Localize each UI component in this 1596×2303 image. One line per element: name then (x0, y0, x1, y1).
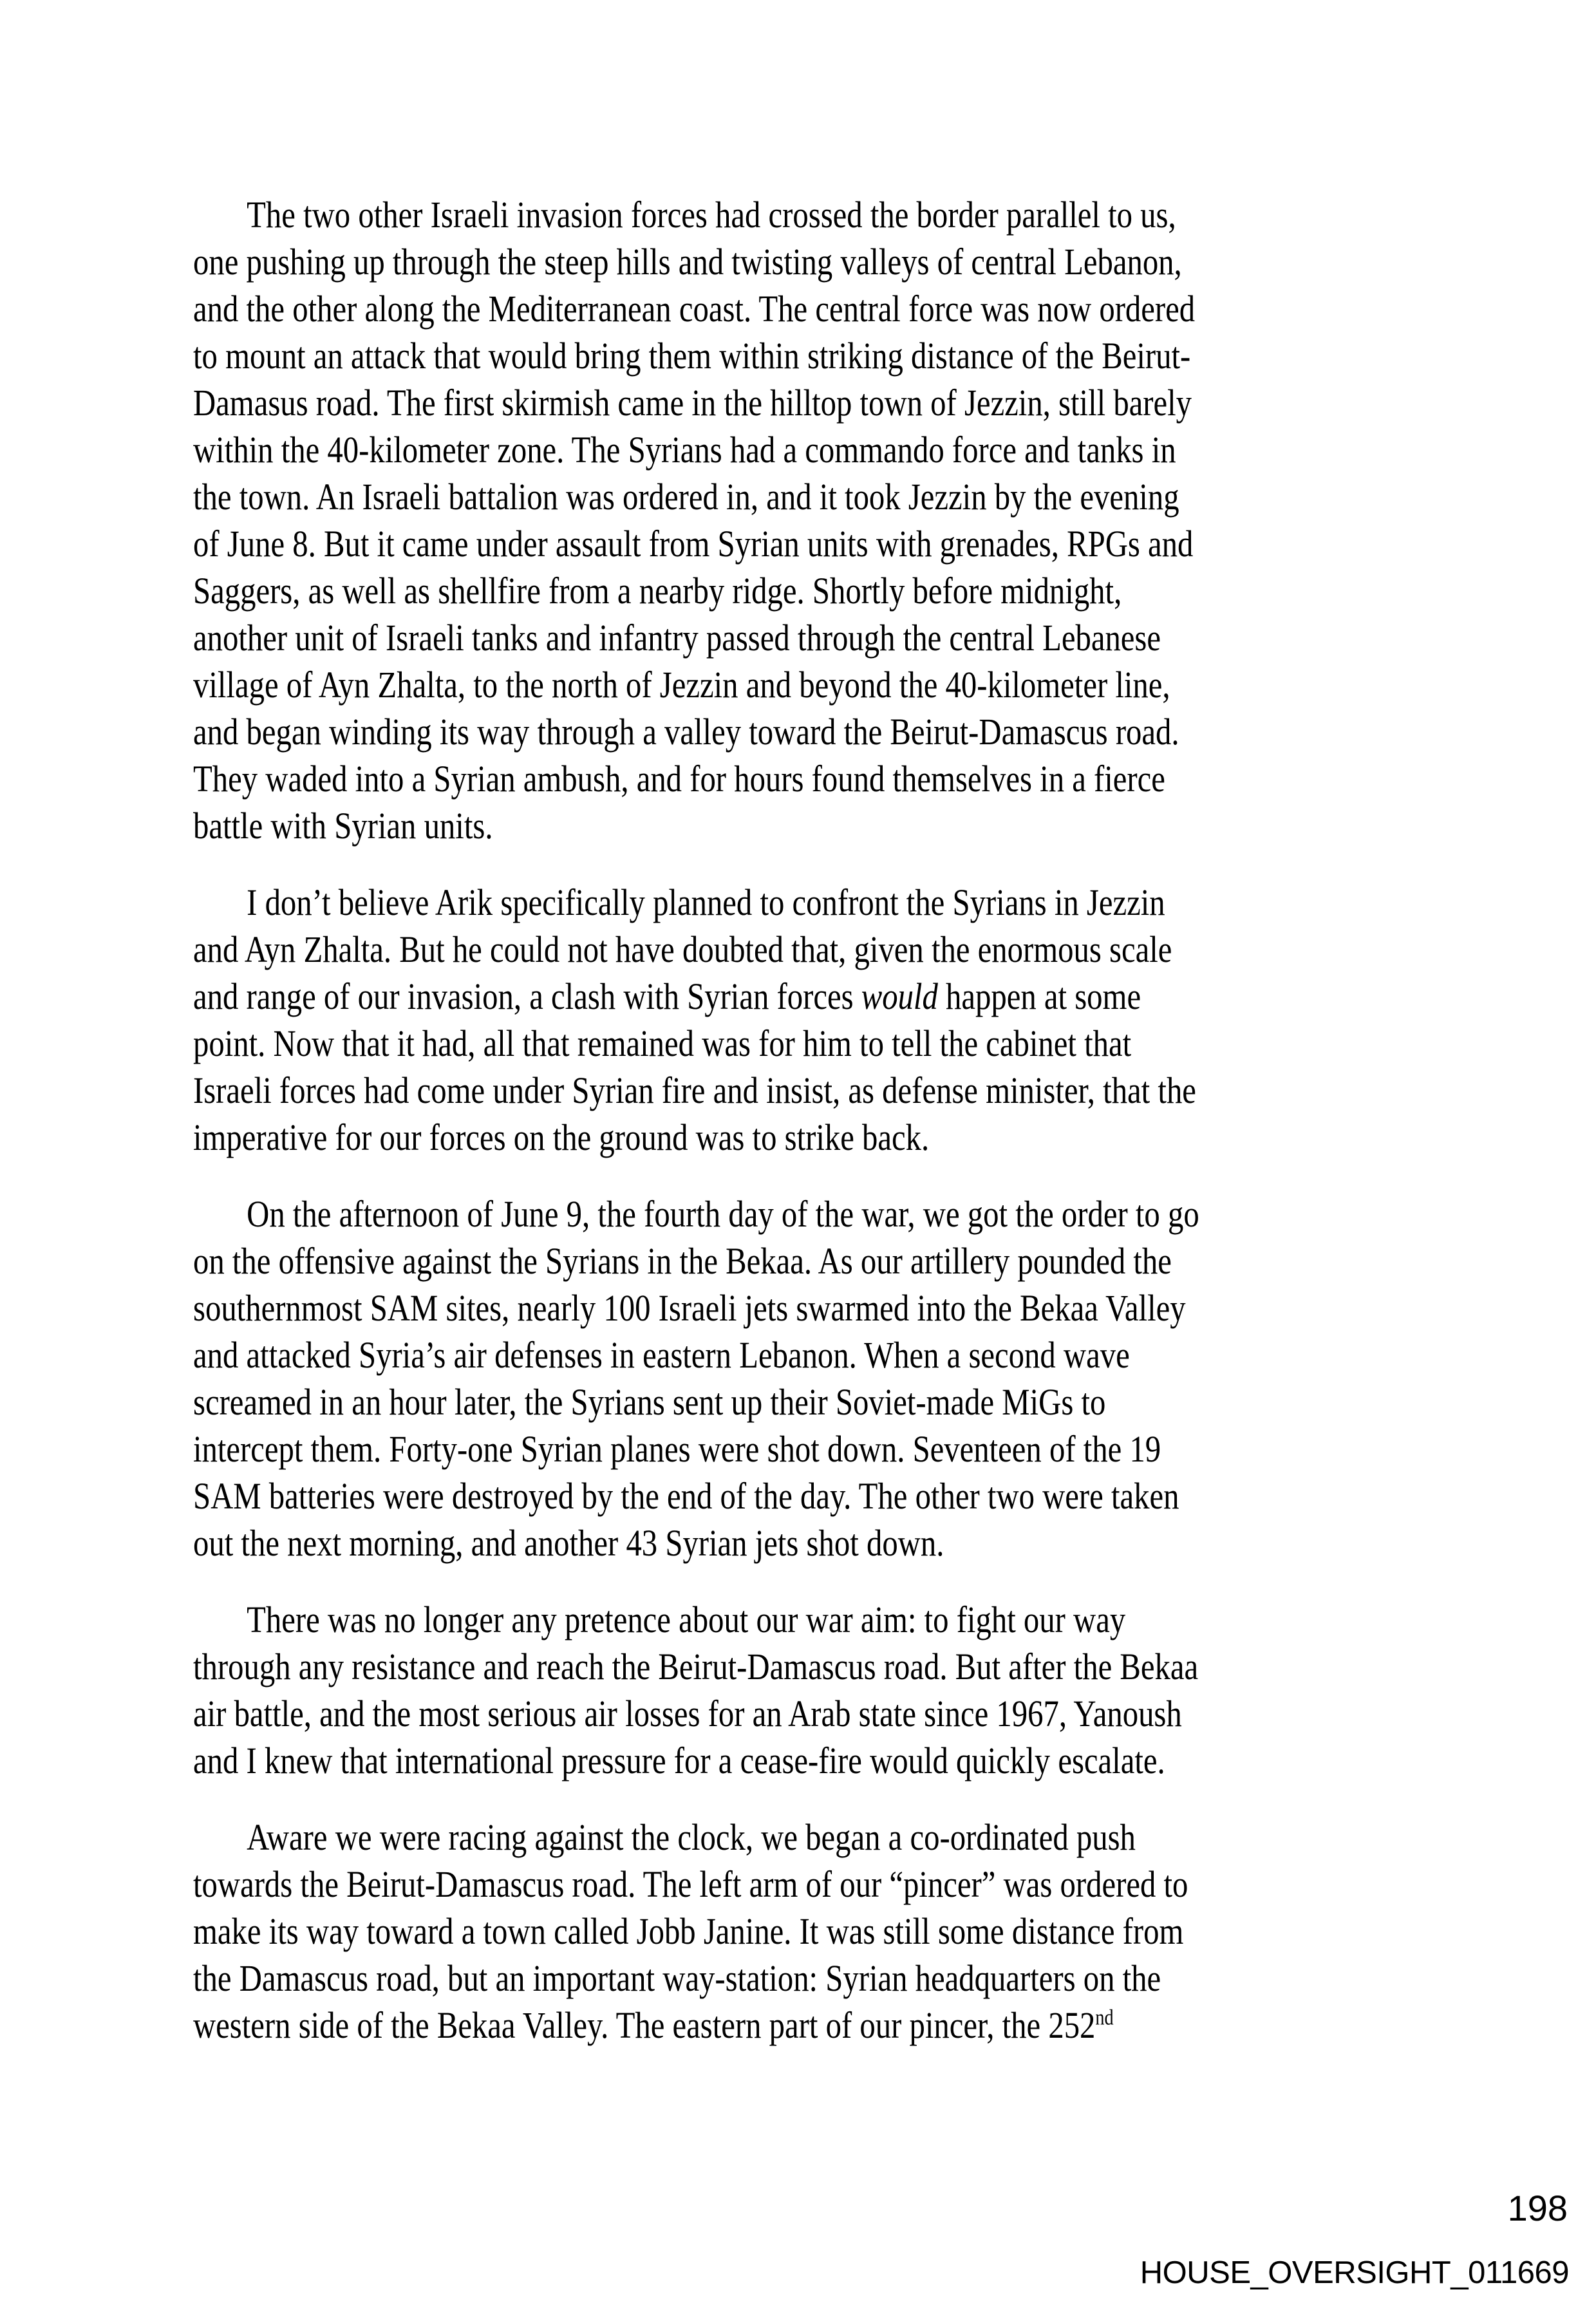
text-line (193, 1020, 1416, 1067)
text-line (193, 1596, 1416, 1643)
text-segment: and I knew that international pressure for a cease-fire would quickly escalate. (193, 1740, 1165, 1781)
text-segment: the town. An Israeli battalion was ordered in, and it took Jezzin by the evening (193, 476, 1179, 518)
text-line (193, 1643, 1416, 1690)
text-segment: air battle, and the most serious air losses for an Arab state since 1967, Yanoush (193, 1693, 1182, 1734)
text-line (193, 661, 1416, 708)
text-line (193, 1814, 1416, 1861)
text-line (193, 238, 1416, 285)
text-segment: intercept them. Forty-one Syrian planes were shot down. Seventeen of the 19 (193, 1428, 1161, 1470)
text-line (193, 1737, 1416, 1784)
text-segment: village of Ayn Zhalta, to the north of Jezzin and beyond the 40-kilometer line, (193, 664, 1170, 706)
text-segment: make its way toward a town called Jobb Janine. It was still some distance from (193, 1910, 1184, 1952)
text-segment: Damasus road. The first skirmish came in the hilltop town of Jezzin, still barely (193, 382, 1192, 424)
text-segment: on the offensive against the Syrians in the Bekaa. As our artillery pounded the (193, 1240, 1172, 1282)
text-line (193, 191, 1416, 238)
text-line (193, 708, 1416, 755)
page-number: 198 (1507, 2188, 1568, 2228)
paragraph (193, 1596, 1416, 1784)
text-line (193, 285, 1416, 332)
text-segment: imperative for our forces on the ground was to strike back. (193, 1116, 930, 1158)
text-line (193, 567, 1416, 614)
document-body (193, 191, 1416, 2049)
paragraph (193, 1190, 1416, 1566)
bates-stamp: HOUSE_OVERSIGHT_011669 (1140, 2255, 1569, 2290)
text-segment: would (861, 975, 938, 1017)
ordinal-superscript: nd (1095, 2006, 1114, 2030)
text-line (193, 2002, 1416, 2049)
text-line (193, 1519, 1416, 1566)
text-segment: SAM batteries were destroyed by the end of the day. The other two were taken (193, 1475, 1179, 1517)
text-segment: Saggers, as well as shellfire from a nearby ridge. Shortly before midnight, (193, 570, 1122, 612)
text-segment: Aware we were racing against the clock, we began a co-ordinated push (247, 1816, 1136, 1858)
text-segment: I don’t believe Arik specifically planned to confront the Syrians in Jezzin (247, 881, 1165, 923)
text-line (193, 1690, 1416, 1737)
text-line (193, 1425, 1416, 1472)
text-segment: and Ayn Zhalta. But he could not have doubted that, given the enormous scale (193, 928, 1172, 970)
text-segment: the Damascus road, but an important way-station: Syrian headquarters on the (193, 1957, 1161, 1999)
text-line (193, 1067, 1416, 1114)
text-line (193, 1190, 1416, 1237)
text-segment: There was no longer any pretence about our war aim: to fight our way (247, 1599, 1126, 1640)
text-line (193, 1908, 1416, 1955)
text-segment: one pushing up through the steep hills and twisting valleys of central Lebanon, (193, 241, 1182, 283)
text-line (193, 879, 1416, 926)
text-segment: screamed in an hour later, the Syrians sent up their Soviet-made MiGs to (193, 1381, 1106, 1423)
text-line (193, 1114, 1416, 1161)
text-segment: to mount an attack that would bring them within striking distance of the Beirut- (193, 335, 1191, 377)
text-segment: towards the Beirut-Damascus road. The left arm of our “pincer” was ordered to (193, 1863, 1188, 1905)
text-segment: Israeli forces had come under Syrian fire and insist, as defense minister, that the (193, 1069, 1196, 1111)
paragraph (193, 191, 1416, 849)
text-line (193, 332, 1416, 379)
text-segment: and the other along the Mediterranean coast. The central force was now ordered (193, 288, 1196, 330)
text-line (193, 1284, 1416, 1331)
text-segment: southernmost SAM sites, nearly 100 Israeli jets swarmed into the Bekaa Valley (193, 1287, 1186, 1329)
text-line (193, 926, 1416, 973)
paragraph (193, 1814, 1416, 2049)
text-line (193, 1331, 1416, 1378)
text-segment: and range of our invasion, a clash with Syrian forces (193, 975, 861, 1017)
text-line (193, 379, 1416, 426)
text-segment: happen at some (937, 975, 1141, 1017)
text-segment: within the 40-kilometer zone. The Syrians had a commando force and tanks in (193, 429, 1176, 471)
text-line (193, 802, 1416, 849)
paragraph (193, 879, 1416, 1161)
text-segment: through any resistance and reach the Beirut-Damascus road. But after the Bekaa (193, 1646, 1199, 1687)
text-segment: point. Now that it had, all that remained was for him to tell the cabinet that (193, 1022, 1132, 1064)
text-segment: of June 8. But it came under assault from Syrian units with grenades, RPGs and (193, 523, 1194, 565)
text-segment: On the afternoon of June 9, the fourth day of the war, we got the order to go (247, 1193, 1199, 1235)
text-segment: battle with Syrian units. (193, 805, 493, 847)
text-segment: western side of the Bekaa Valley. The eastern part of our pincer, the 252 (193, 2004, 1096, 2046)
text-segment: The two other Israeli invasion forces had crossed the border parallel to us, (247, 194, 1176, 236)
text-line (193, 1955, 1416, 2002)
text-line (193, 1472, 1416, 1519)
text-segment: out the next morning, and another 43 Syrian jets shot down. (193, 1522, 944, 1564)
text-line (193, 614, 1416, 661)
text-line (193, 1378, 1416, 1425)
text-line (193, 755, 1416, 802)
text-line (193, 1237, 1416, 1284)
text-segment: and began winding its way through a valley toward the Beirut-Damascus road. (193, 711, 1179, 753)
text-segment: another unit of Israeli tanks and infantry passed through the central Lebanese (193, 617, 1161, 659)
text-line (193, 1861, 1416, 1908)
text-segment: They waded into a Syrian ambush, and for hours found themselves in a fierce (193, 758, 1165, 800)
text-segment: and attacked Syria’s air defenses in eastern Lebanon. When a second wave (193, 1334, 1130, 1376)
text-line (193, 973, 1416, 1020)
text-line (193, 473, 1416, 520)
text-line (193, 520, 1416, 567)
text-line (193, 426, 1416, 473)
